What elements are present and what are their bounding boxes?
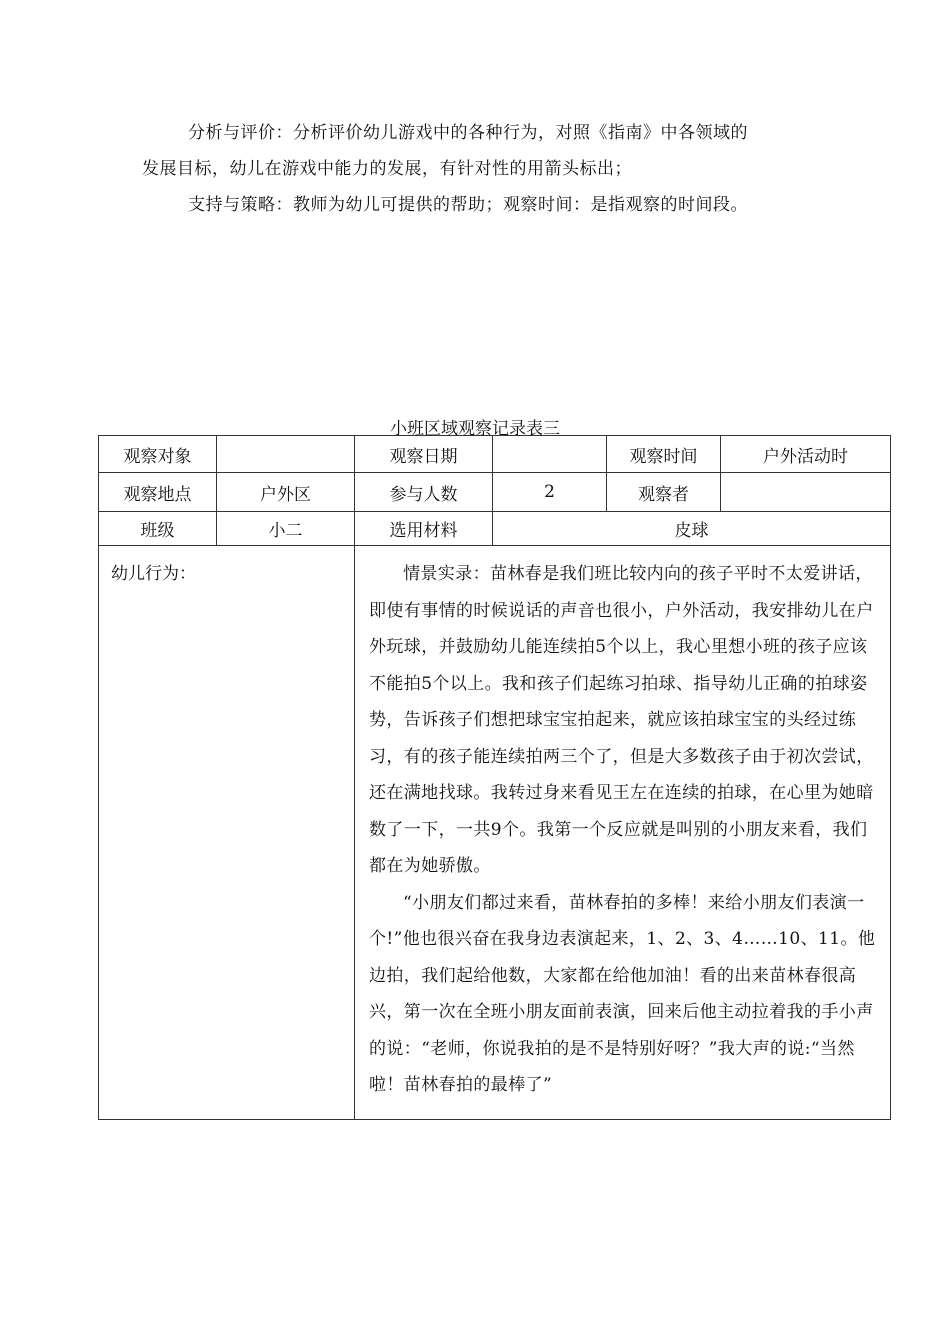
intro-paragraph-goals: 发展目标，幼儿在游戏中能力的发展，有针对性的用箭头标出；: [142, 159, 632, 179]
narrative-paragraph: 情景实录：苗林春是我们班比较内向的孩子平时不太爱讲话，即使有事情的时候说话的声音也很小，户外活动，我安排幼儿在户外玩球，并鼓励幼儿能连续拍5个以上，我心里想小班的孩子应该不能拍5个以上。我和孩子们起练习拍球、指导幼儿正确的拍球姿势，告诉孩子们想把球宝宝拍起来，就应该拍球宝宝的头经过练习，有的孩子能连续拍两三个了，但是大多数孩子由于初次尝试，还在满地找球。我转过身来看见王左在连续的拍球，在心里为她暗数了一下，一共9个。我第一个反应就是叫别的小朋友来看，我们都在为她骄傲。: [369, 564, 874, 876]
intro-paragraph-support: 支持与策略：教师为幼儿可提供的帮助；观察时间：是指观察的时间段。: [188, 195, 748, 215]
label-observation-location: 观察地点: [99, 473, 217, 512]
value-materials: 皮球: [493, 512, 891, 546]
observation-record-table: [98, 435, 891, 1120]
table-row: [99, 546, 891, 1120]
intro-paragraph-analysis: 分析与评价：分析评价幼儿游戏中的各种行为，对照《指南》中各领域的: [188, 123, 748, 143]
label-class: 班级: [99, 512, 217, 546]
table-row: [99, 473, 891, 512]
table-row: [99, 436, 891, 473]
value-observation-subject: [217, 436, 355, 473]
table-row: [99, 512, 891, 546]
label-participant-count: 参与人数: [355, 473, 493, 512]
behavior-narrative: [355, 546, 891, 1120]
label-observation-time: 观察时间: [607, 436, 721, 473]
table-title: 小班区域观察记录表三: [390, 419, 560, 439]
value-observation-time: 户外活动时: [721, 436, 891, 473]
label-observer: 观察者: [607, 473, 721, 512]
narrative-paragraph: “小朋友们都过来看，苗林春拍的多棒！来给小朋友们表演一个!”他也很兴奋在我身边表演起来，1、2、3、4……10、11。他边拍，我们起给他数，大家都在给他加油！看的出来苗林春很高兴，第一次在全班小朋友面前表演，回来后他主动拉着我的手小声的说：“老师，你说我拍的是不是特别好呀？”我大声的说:“当然啦！苗林春拍的最棒了”: [369, 892, 876, 1095]
label-materials: 选用材料: [355, 512, 493, 546]
label-child-behavior: 幼儿行为：: [99, 546, 355, 1120]
value-observation-date: [493, 436, 607, 473]
value-observer: [721, 473, 891, 512]
value-participant-count: 2: [493, 473, 607, 512]
label-observation-subject: 观察对象: [99, 436, 217, 473]
value-class: 小二: [217, 512, 355, 546]
value-observation-location: 户外区: [217, 473, 355, 512]
label-observation-date: 观察日期: [355, 436, 493, 473]
